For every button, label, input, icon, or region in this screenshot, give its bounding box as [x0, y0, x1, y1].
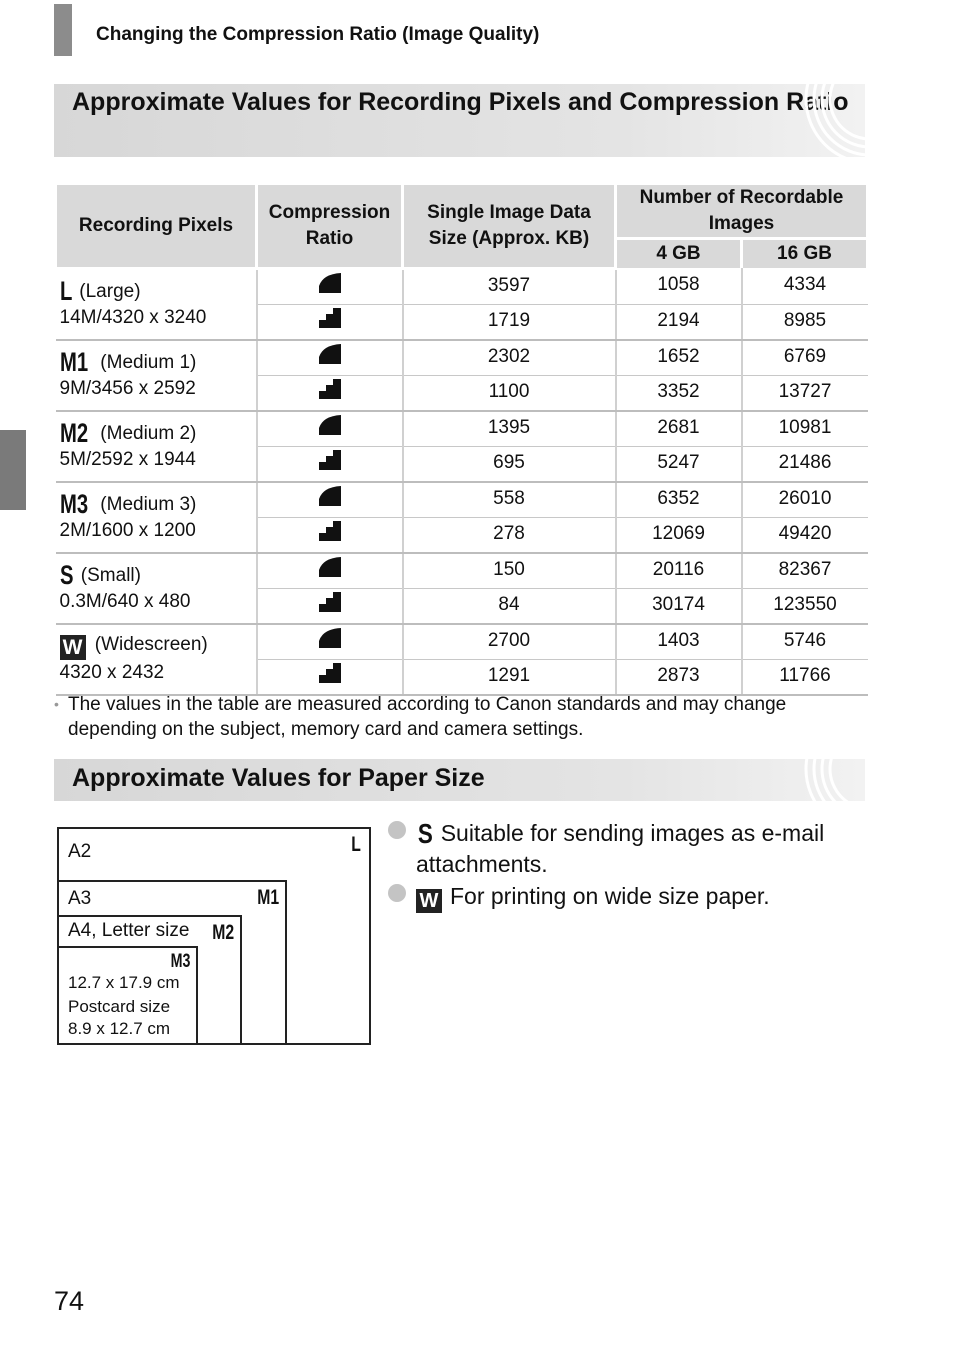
size-name: (Medium 2): [100, 422, 197, 444]
size-name: (Large): [79, 280, 141, 302]
count-16gb-cell: 6769: [742, 340, 868, 376]
paper-small: [57, 946, 198, 1045]
count-16gb-cell: 123550: [742, 588, 868, 624]
swoosh-decoration-icon: [775, 759, 865, 801]
size-w-icon: W: [416, 889, 442, 913]
compression-cell: [257, 304, 403, 340]
count-4gb-cell: 3352: [616, 375, 742, 411]
table-row: [56, 553, 868, 589]
size-s-icon: S: [59, 559, 74, 590]
size-m2-icon: M2: [59, 417, 88, 448]
data-size-cell: 278: [403, 517, 616, 553]
table-row: [56, 268, 868, 304]
size-m1-icon: M1: [59, 346, 88, 377]
compression-cell: [257, 268, 403, 304]
size-m3-icon: M3: [170, 951, 190, 972]
compression-cell: [257, 624, 403, 660]
size-name: (Medium 1): [100, 351, 197, 373]
section-title: Approximate Values for Paper Size: [72, 764, 485, 792]
size-resolution: 9M/3456 x 2592: [59, 377, 196, 399]
paper-small-size-2: 8.9 x 12.7 cm: [68, 1019, 171, 1038]
size-resolution: 4320 x 2432: [59, 662, 165, 683]
bullet-text: For printing on wide size paper.: [450, 883, 770, 909]
count-16gb-cell: 21486: [742, 446, 868, 482]
size-resolution: 0.3M/640 x 480: [59, 590, 191, 612]
chapter-edge-tab: [0, 430, 26, 510]
bullet-small: [388, 818, 868, 880]
size-name: (Medium 3): [100, 493, 197, 515]
count-4gb-cell: 2194: [616, 304, 742, 340]
compression-cell: [257, 553, 403, 589]
fine-icon: [258, 520, 402, 548]
header-4gb: 4 GB: [616, 239, 742, 269]
note-bullet-icon: •: [54, 696, 59, 712]
size-m1-icon: M1: [257, 886, 279, 909]
note-text: The values in the table are measured according to Canon standards and may change depending on the subject, memory card and camera settings.: [68, 694, 787, 740]
count-4gb-cell: 5247: [616, 446, 742, 482]
size-m3-icon: M3: [59, 488, 88, 519]
data-size-cell: 1395: [403, 411, 616, 447]
fine-icon: [258, 449, 402, 477]
size-name: (Widescreen): [94, 634, 208, 655]
recording-pixels-cell: [56, 268, 257, 340]
section-title: Approximate Values for Recording Pixels and Compression Ratio: [72, 88, 849, 116]
paper-a3-label: A3: [68, 888, 92, 909]
count-4gb-cell: 20116: [616, 553, 742, 589]
recording-pixels-cell: [56, 482, 257, 553]
size-resolution: 14M/4320 x 3240: [59, 306, 207, 328]
header-16gb: 16 GB: [742, 239, 868, 269]
superfine-icon: [258, 272, 402, 300]
data-size-cell: 2302: [403, 340, 616, 376]
compression-cell: [257, 340, 403, 376]
data-size-cell: 84: [403, 588, 616, 624]
count-16gb-cell: 82367: [742, 553, 868, 589]
compression-cell: [257, 482, 403, 518]
table-row: [56, 624, 868, 660]
paper-a4-label: A4, Letter size: [68, 920, 190, 941]
compression-cell: [257, 517, 403, 553]
count-16gb-cell: 11766: [742, 659, 868, 695]
superfine-icon: [258, 627, 402, 655]
bullet-dot-icon: [388, 821, 406, 839]
data-size-cell: 150: [403, 553, 616, 589]
data-size-cell: 3597: [403, 268, 616, 304]
bullet-text: Suitable for sending images as e-mail attachments.: [416, 820, 825, 877]
bullet-widescreen: [388, 881, 868, 913]
count-4gb-cell: 30174: [616, 588, 742, 624]
recording-pixels-cell: [56, 411, 257, 482]
data-size-cell: 1100: [403, 375, 616, 411]
running-title: Changing the Compression Ratio (Image Quality): [96, 24, 540, 45]
count-4gb-cell: 1652: [616, 340, 742, 376]
count-16gb-cell: 26010: [742, 482, 868, 518]
header-compression-ratio: Compression Ratio: [257, 184, 403, 269]
fine-icon: [258, 378, 402, 406]
count-16gb-cell: 4334: [742, 268, 868, 304]
size-name: (Small): [80, 564, 141, 586]
data-size-cell: 1291: [403, 659, 616, 695]
fine-icon: [258, 307, 402, 335]
section-heading-recording-pixels: [54, 84, 865, 157]
superfine-icon: [258, 556, 402, 584]
size-resolution: 5M/2592 x 1944: [59, 448, 196, 470]
count-4gb-cell: 1058: [616, 268, 742, 304]
count-16gb-cell: 13727: [742, 375, 868, 411]
header-recordable-images: Number of Recordable Images: [616, 184, 868, 239]
count-16gb-cell: 5746: [742, 624, 868, 660]
count-4gb-cell: 2681: [616, 411, 742, 447]
recording-pixels-cell: [56, 553, 257, 624]
count-4gb-cell: 2873: [616, 659, 742, 695]
compression-cell: [257, 375, 403, 411]
fine-icon: [258, 591, 402, 619]
size-m2-icon: M2: [212, 921, 234, 944]
data-size-cell: 1719: [403, 304, 616, 340]
table-row: [56, 411, 868, 447]
compression-cell: [257, 588, 403, 624]
count-4gb-cell: 1403: [616, 624, 742, 660]
data-size-cell: 695: [403, 446, 616, 482]
recording-pixels-table: [54, 182, 869, 696]
table-note: [54, 692, 874, 742]
size-l-icon: L: [59, 275, 72, 306]
count-16gb-cell: 10981: [742, 411, 868, 447]
paper-small-size-1: 12.7 x 17.9 cm: [68, 973, 180, 992]
paper-a2-label: A2: [68, 841, 92, 862]
superfine-icon: [258, 343, 402, 371]
compression-cell: [257, 411, 403, 447]
superfine-icon: [258, 414, 402, 442]
table-row: [56, 340, 868, 376]
size-s-icon: S: [417, 818, 433, 849]
fine-icon: [258, 662, 402, 690]
paper-small-label: Postcard size: [68, 997, 171, 1016]
compression-cell: [257, 659, 403, 695]
recording-pixels-cell: [56, 340, 257, 411]
size-w-icon: W: [60, 635, 86, 660]
data-size-cell: 558: [403, 482, 616, 518]
header-data-size: Single Image Data Size (Approx. KB): [403, 184, 616, 269]
table-row: [56, 482, 868, 518]
section-heading-paper-size: [54, 759, 865, 801]
count-4gb-cell: 12069: [616, 517, 742, 553]
count-16gb-cell: 8985: [742, 304, 868, 340]
data-size-cell: 2700: [403, 624, 616, 660]
size-resolution: 2M/1600 x 1200: [59, 519, 196, 541]
size-l-icon: L: [351, 833, 361, 856]
header-recording-pixels: Recording Pixels: [56, 184, 257, 269]
count-4gb-cell: 6352: [616, 482, 742, 518]
count-16gb-cell: 49420: [742, 517, 868, 553]
bullet-dot-icon: [388, 884, 406, 902]
recording-pixels-cell: [56, 624, 257, 695]
compression-cell: [257, 446, 403, 482]
superfine-icon: [258, 485, 402, 513]
swoosh-decoration-icon: [775, 84, 865, 157]
header-marker-bar: [54, 4, 72, 56]
page-number: 74: [54, 1286, 85, 1316]
